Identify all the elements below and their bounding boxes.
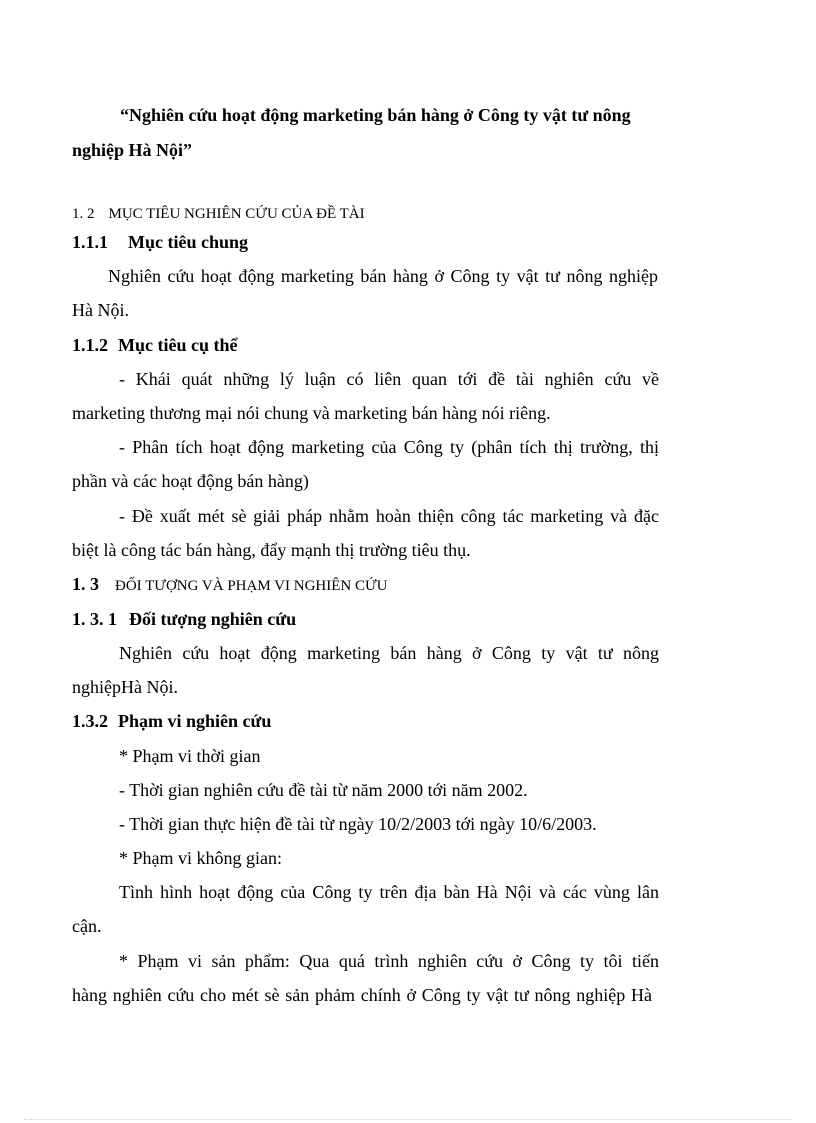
paragraph-line: Hà Nội.	[72, 300, 129, 320]
paragraph-line: nghiệpHà Nội.	[72, 677, 178, 697]
subsection-1-3-1-heading	[72, 608, 296, 630]
section-1-2-heading	[72, 203, 365, 225]
bullet-continuation: phần và các hoạt động bán hàng)	[72, 471, 309, 491]
subsection-number: 1.3.2	[72, 711, 108, 731]
paragraph-line: Nghiên cứu hoạt động marketing bán hàng ở Công ty vật tư nông nghiệp	[108, 266, 658, 286]
subsection-number: 1.1.2	[72, 335, 108, 355]
section-label: ĐỐI TƯỢNG VÀ PHẠM VI NGHIÊN CỨU	[115, 578, 388, 594]
section-number: 1. 2	[72, 206, 95, 222]
paragraph-line: hàng nghiên cứu cho mét sè sản phảm chính ở Công ty vật tư nông nghiệp Hà	[72, 985, 652, 1005]
subsection-number: 1. 3. 1	[72, 609, 117, 629]
bullet-line: - Khái quát những lý luận có liên quan tới đề tài nghiên cứu về	[119, 369, 659, 389]
section-label: MỤC TIÊU NGHIÊN CỨU CỦA ĐỀ TÀI	[108, 206, 365, 222]
subsection-1-3-2-heading	[72, 710, 271, 732]
subsection-label: Mục tiêu chung	[128, 232, 249, 252]
subsection-number: 1.1.1	[72, 232, 108, 252]
scope-item: - Thời gian nghiên cứu đề tài từ năm 2000 tới năm 2002.	[119, 780, 528, 800]
paragraph-line: Tình hình hoạt động của Công ty trên địa bàn Hà Nội và các vùng lân	[119, 882, 659, 902]
scope-heading-product: * Phạm vi sản phẩm: Qua quá trình nghiên cứu ở Công ty tôi tiến	[119, 951, 659, 971]
scope-item: - Thời gian thực hiện đề tài từ ngày 10/2/2003 tới ngày 10/6/2003.	[119, 814, 597, 834]
bullet-line: - Phân tích hoạt động marketing của Công ty (phân tích thị trường, thị	[119, 437, 659, 457]
paragraph-line: Nghiên cứu hoạt động marketing bán hàng ở Công ty vật tư nông	[119, 643, 659, 663]
page-bottom-rule	[24, 1119, 792, 1120]
subsection-label: Mục tiêu cụ thể	[118, 335, 238, 355]
bullet-continuation: marketing thương mại nói chung và marketing bán hàng nói riêng.	[72, 403, 551, 423]
subsection-1-1-2-heading	[72, 334, 237, 356]
bullet-continuation: biệt là công tác bán hàng, đẩy mạnh thị trường tiêu thụ.	[72, 540, 471, 560]
subsection-label: Đối tượng nghiên cứu	[129, 609, 297, 629]
document-title-line-1: “Nghiên cứu hoạt động marketing bán hàng ở Công ty vật tư nông	[120, 105, 631, 125]
section-number: 1. 3	[72, 574, 99, 594]
subsection-1-1-1-heading	[72, 231, 248, 253]
section-1-3-heading	[72, 573, 387, 597]
paragraph-line: cận.	[72, 916, 102, 936]
scope-heading-space: * Phạm vi không gian:	[119, 848, 282, 868]
bullet-line: - Đề xuất mét sè giải pháp nhằm hoàn thiện công tác marketing và đặc	[119, 506, 659, 526]
subsection-label: Phạm vi nghiên cứu	[118, 711, 272, 731]
document-title-line-2: nghiệp Hà Nội”	[72, 140, 193, 160]
scope-heading-time: * Phạm vi thời gian	[119, 746, 261, 766]
